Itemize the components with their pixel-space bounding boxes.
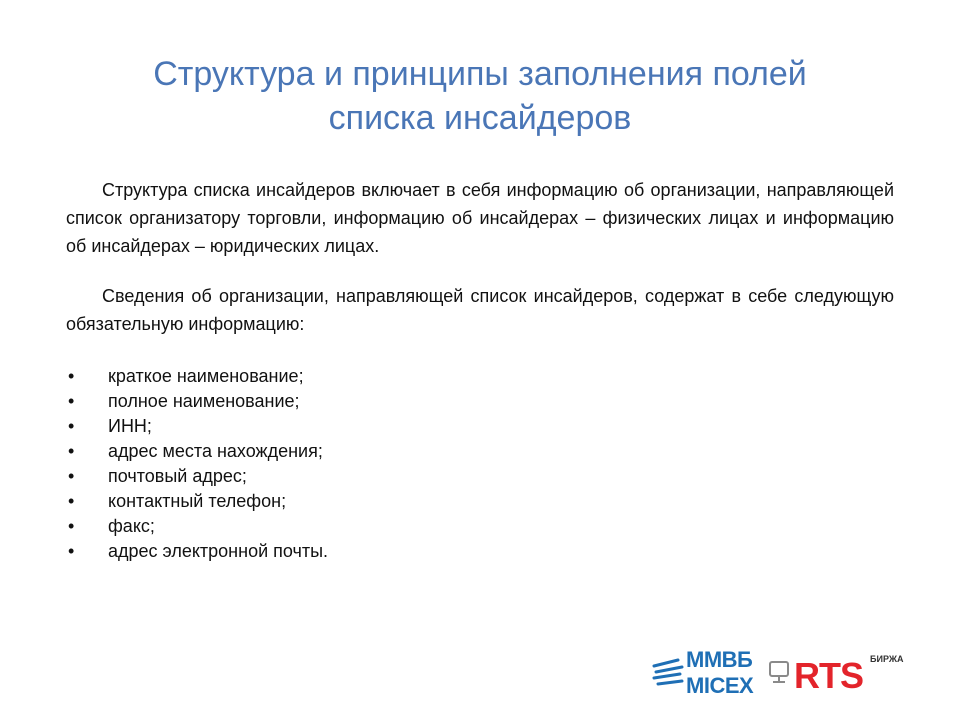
list-item-text: ИНН; [108,416,152,436]
logo-micex-line1: ММВБ [686,647,753,672]
bullet-marker: • [68,466,75,486]
micex-swoosh-icon [654,660,682,684]
bullet-marker: • [68,391,75,411]
slide-title-line2: списка инсайдеров [328,99,632,137]
logo-graphic [652,640,924,702]
list-item-text: адрес места нахождения; [108,441,323,461]
logo-micex-line2: MICEX [686,673,754,698]
list-item-text: краткое наименование; [108,366,304,386]
list-item-text: факс; [108,516,155,536]
bullet-marker: • [68,491,75,511]
bullet-marker: • [68,516,75,536]
list-item [66,489,894,514]
list-item-text: контактный телефон; [108,491,287,511]
paragraph-structure: Структура списка инсайдеров включает в себя информацию об организации, направляющей список организатору торговли, информацию об инсайдерах – физических лицах и информацию об инсайдерах – юридических лицах. [66,180,894,256]
list-item [66,514,894,539]
bullet-marker: • [68,441,75,461]
list-item [66,539,894,564]
list-item [66,414,894,439]
required-info-list [66,364,894,564]
bullet-marker: • [68,416,75,436]
slide-title-line1: Структура и принципы заполнения полей [153,55,807,93]
micex-rts-logo [652,640,924,702]
paragraph-organization-info: Сведения об организации, направляющей список инсайдеров, содержат в себе следующую обязательную информацию: [66,286,894,334]
list-item [66,464,894,489]
logo-rts: RTS [794,655,863,696]
list-item-text: адрес электронной почты. [108,541,329,561]
list-item-text: почтовый адрес; [108,466,247,486]
slide-title [80,52,880,140]
logo-rts-sub: БИРЖА [870,654,904,664]
list-item [66,389,894,414]
separator-icon [770,662,788,682]
list-item [66,439,894,464]
list-item-text: полное наименование; [108,391,300,411]
list-item [66,364,894,389]
bullet-marker: • [68,366,75,386]
bullet-marker: • [68,541,75,561]
slide-body [66,176,894,564]
